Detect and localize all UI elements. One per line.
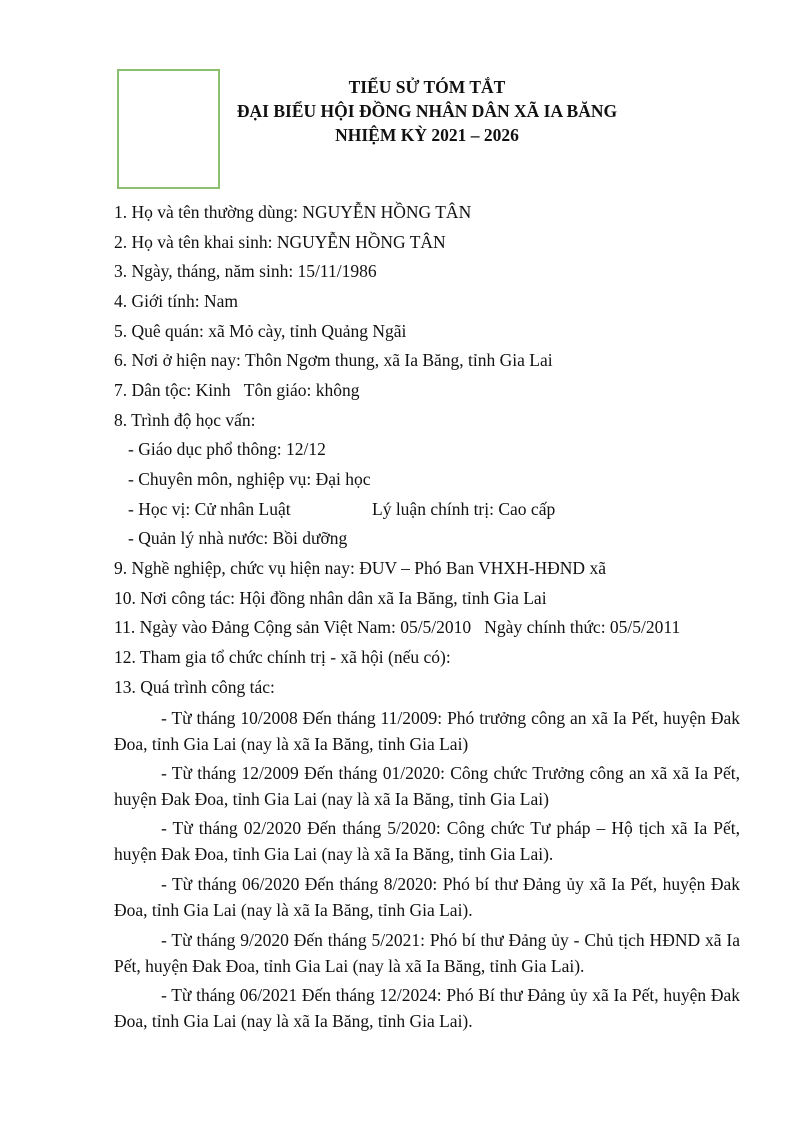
title-line-2: ĐẠI BIỂU HỘI ĐỒNG NHÂN DÂN XÃ IA BĂNG: [236, 101, 618, 121]
field-state-management: - Quản lý nhà nước: Bồi dưỡng: [128, 528, 348, 548]
work-history-item: - Từ tháng 12/2009 Đến tháng 01/2020: Công chức Trưởng công an xã xã Ia Pết, huyện Đak Đoa, tỉnh Gia Lai (nay là xã Ia Băng, tỉnh Gia Lai): [114, 763, 740, 809]
party-official-date: Ngày chính thức: 05/5/2011: [484, 617, 681, 637]
work-history-item: - Từ tháng 06/2021 Đến tháng 12/2024: Phó Bí thư Đảng ủy xã Ia Pết, huyện Đak Đoa, tỉnh Gia Lai (nay là xã Ia Băng, tỉnh Gia Lai).: [114, 985, 740, 1031]
work-history-item: - Từ tháng 10/2008 Đến tháng 11/2009: Phó trưởng công an xã Ia Pết, huyện Đak Đoa, tỉnh Gia Lai (nay là xã Ia Băng, tỉnh Gia Lai): [114, 708, 740, 754]
field-birth-name: 2. Họ và tên khai sinh: NGUYỄN HỒNG TÂN: [114, 232, 446, 252]
field-general-education: - Giáo dục phổ thông: 12/12: [128, 439, 326, 459]
work-history-item: - Từ tháng 9/2020 Đến tháng 5/2021: Phó bí thư Đảng ủy - Chủ tịch HĐND xã Ia Pết, huyện Đak Đoa, tỉnh Gia Lai (nay là xã Ia Băng, tỉnh Gia Lai).: [114, 930, 740, 976]
field-party-join: [114, 616, 680, 638]
field-hometown: 5. Quê quán: xã Mỏ cày, tỉnh Quảng Ngãi: [114, 321, 407, 341]
field-birth-date: 3. Ngày, tháng, năm sinh: 15/11/1986: [114, 261, 377, 281]
field-degree: - Học vị: Cử nhân Luật: [128, 499, 291, 519]
work-history-item: - Từ tháng 02/2020 Đến tháng 5/2020: Công chức Tư pháp – Hộ tịch xã Ia Pết, huyện Đak Đoa, tỉnh Gia Lai (nay là xã Ia Băng, tỉnh Gia Lai).: [114, 818, 740, 864]
religion: Tôn giáo: không: [243, 380, 360, 400]
field-occupation: 9. Nghề nghiệp, chức vụ hiện nay: ĐUV – Phó Ban VHXH-HĐND xã: [114, 558, 606, 578]
field-workplace: 10. Nơi công tác: Hội đồng nhân dân xã Ia Băng, tỉnh Gia Lai: [114, 588, 547, 608]
field-organizations: 12. Tham gia tổ chức chính trị - xã hội (nếu có):: [114, 647, 451, 667]
field-political-theory: Lý luận chính trị: Cao cấp: [372, 499, 556, 519]
party-join-date: 11. Ngày vào Đảng Cộng sản Việt Nam: 05/5/2010: [114, 617, 472, 637]
title-line-1: TIỂU SỬ TÓM TẮT: [348, 77, 506, 97]
field-common-name: 1. Họ và tên thường dùng: NGUYỄN HỒNG TÂN: [114, 202, 472, 222]
field-ethnicity-religion: [114, 379, 359, 401]
ethnicity: 7. Dân tộc: Kinh: [114, 380, 231, 400]
field-education: 8. Trình độ học vấn:: [114, 410, 256, 430]
title-line-3: NHIỆM KỲ 2021 – 2026: [335, 125, 519, 145]
field-work-history: 13. Quá trình công tác:: [114, 677, 275, 697]
work-history-item: - Từ tháng 06/2020 Đến tháng 8/2020: Phó bí thư Đảng ủy xã Ia Pết, huyện Đak Đoa, tỉnh Gia Lai (nay là xã Ia Băng, tỉnh Gia Lai).: [114, 874, 740, 920]
field-specialty: - Chuyên môn, nghiệp vụ: Đại học: [128, 469, 371, 489]
photo-placeholder: [117, 69, 220, 189]
field-residence: 6. Nơi ở hiện nay: Thôn Ngơm thung, xã Ia Băng, tỉnh Gia Lai: [114, 350, 553, 370]
field-gender: 4. Giới tính: Nam: [114, 291, 238, 311]
